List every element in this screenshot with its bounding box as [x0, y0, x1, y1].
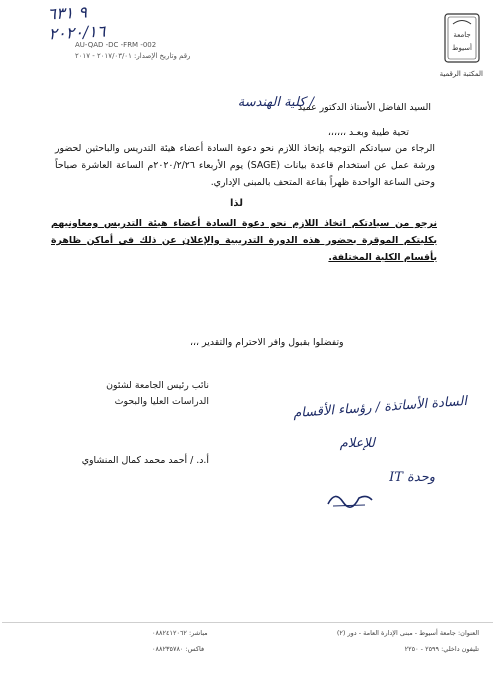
handwritten-note-line1: السادة الأساتذة / رؤساء الأقسام	[292, 393, 468, 422]
handwritten-faculty: / كلية الهندسة	[237, 95, 314, 110]
footer-direct-phone: مباشر: ٠٨٨٢٤١٢٠٦٢	[152, 629, 208, 637]
logo-caption: المكتبة الرقمية	[439, 70, 483, 78]
greeting: تحية طيبة وبعـد ،،،،،،	[327, 127, 409, 138]
paragraph-instruction: نرجو من سيادتكم اتخاذ اللازم نحو دعوة السادة أعضاء هيئة التدريس ومعاونيهم بكليتكم الموقرة بحضور هذه الدورة التدريبية والإعلان عن ذلك في أماكن ظاهرة بأقسام الكلية المختلفة.	[51, 218, 437, 263]
footer-phone: تليفون داخلي: ٢٥٩٩ - ٢٢٥٠	[404, 645, 479, 653]
logo-text-bottom: أسيوط	[451, 44, 473, 52]
therefore-heading: لذا	[230, 198, 243, 209]
footer-divider	[2, 622, 493, 623]
signature-scribble-icon	[325, 488, 375, 510]
handwritten-number-line1: ٩ ٦٣١	[46, 2, 88, 24]
footer-address: العنوان: جامعة أسيوط - مبنى الإدارة العامة - دور (٢)	[336, 629, 479, 637]
closing-line: وتفضلوا بقبول وافر الاحترام والتقدير ،،،	[190, 337, 344, 348]
signature-title-line2: الدراسات العليا والبحوث	[114, 396, 209, 407]
logo-text-top: جامعة	[453, 31, 471, 39]
handwritten-number-line2: ٢٠٢٠/١٦	[48, 21, 106, 44]
signer-name: أ.د. / أحمد محمد كمال المنشاوي	[81, 455, 209, 466]
signature-title	[106, 378, 209, 410]
issue-line: رقم وتاريخ الإصدار: ٢٠١٧/٠٣/٠١ - ٢٠١٧	[75, 52, 191, 60]
paragraph-request: الرجاء من سيادتكم التوجيه بإتخاذ اللازم نحو دعوة السادة أعضاء هيئة التدريس والباحثين لحضور ورشة عمل عن استخدام قاعدة بيانات (SAGE) يوم الأربعاء ٢٠٢٠/٢/٢٦م الساعة العاشرة صباحاً وحتى الساعة الواحدة ظهراً بقاعة المتحف بالمبنى الإداري.	[55, 143, 436, 188]
handwritten-note-line2: للإعلام	[339, 436, 375, 451]
signature-title-line1: نائب رئيس الجامعة لشئون	[106, 380, 209, 391]
footer-fax: فاكس: ٠٨٨٢٣٥٧٨٠	[152, 645, 205, 653]
handwritten-reference-number	[47, 3, 106, 44]
form-code: AU-QAD -DC -FRM -002	[75, 41, 157, 49]
handwritten-note-line3: وحدة IT	[389, 470, 435, 485]
university-logo-icon	[443, 12, 481, 64]
addressee: السيد الفاضل الأستاذ الدكتور عميد	[297, 102, 431, 113]
